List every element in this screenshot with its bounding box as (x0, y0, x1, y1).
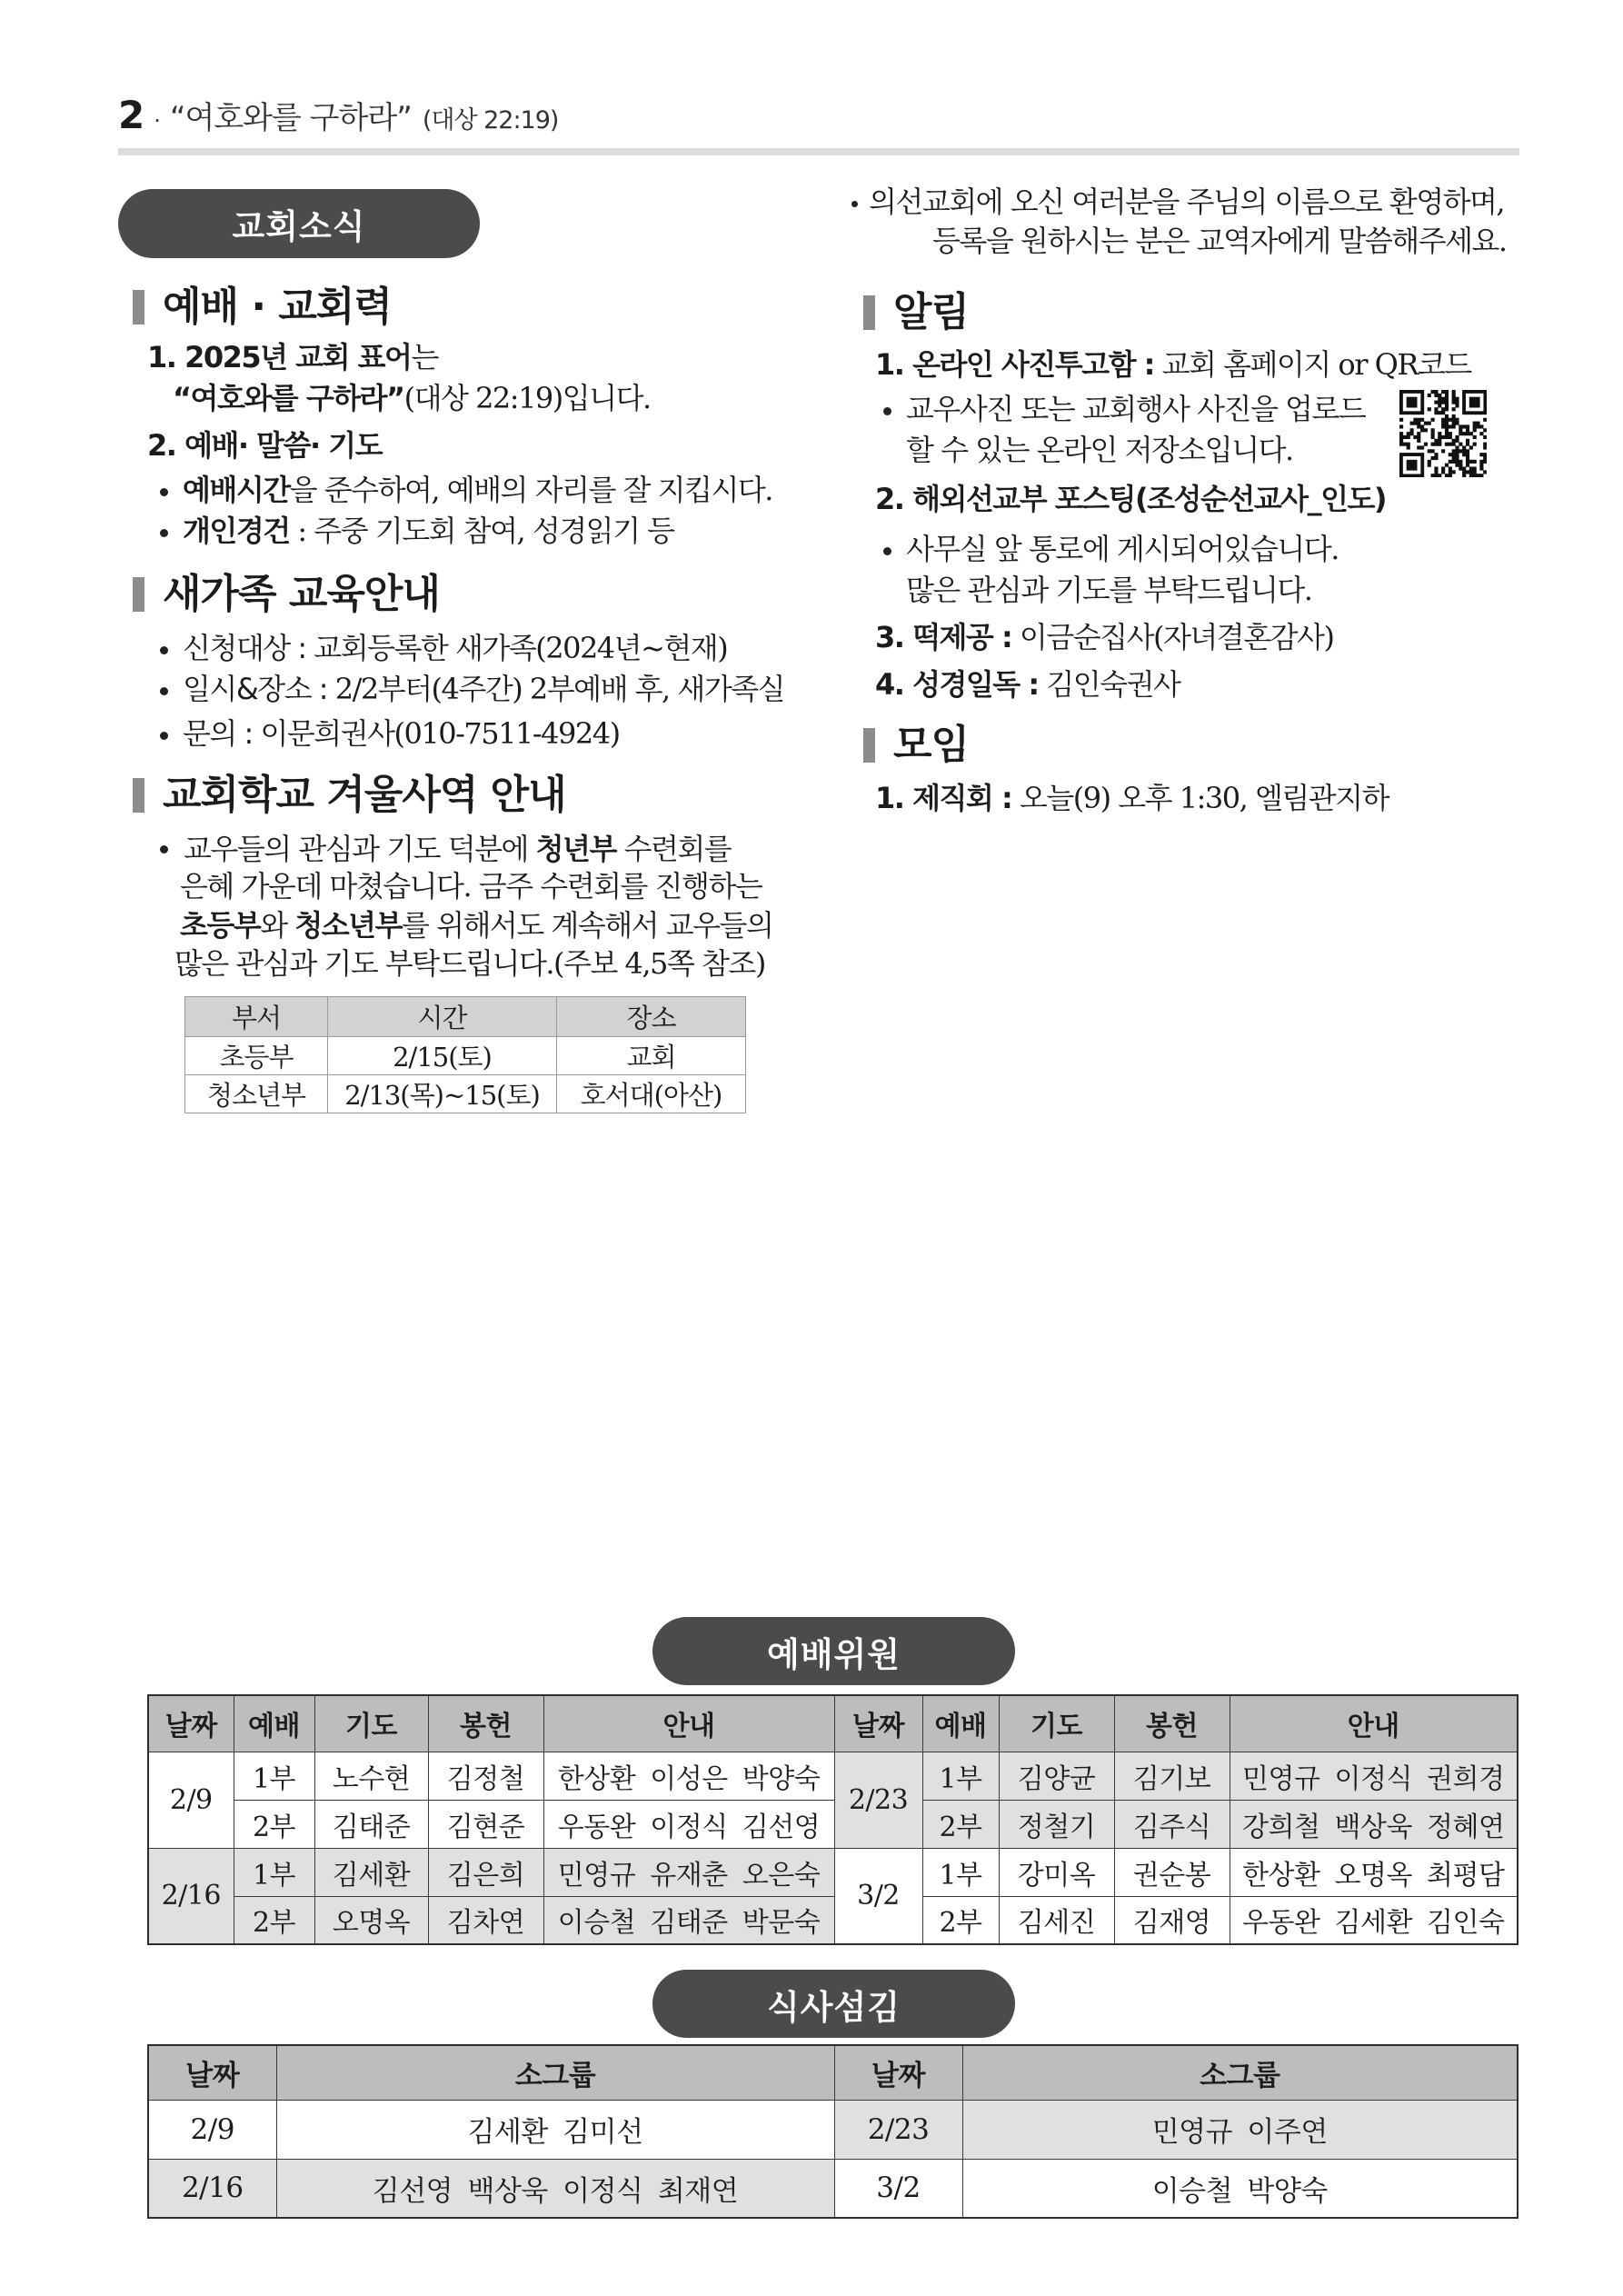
new-family-bullet (160, 628, 727, 668)
header-reference: (대상 22:19) (422, 106, 559, 135)
col-header-service: 예배 (234, 1695, 314, 1752)
welcome-text: 의선교회에 오신 여러분을 주님의 이름으로 환영하며, (869, 185, 1505, 219)
cell-date: 2/23 (834, 2100, 962, 2159)
paragraph-text: 많은 관심과 기도 부탁드립니다.(주보 4,5쪽 참조) (174, 946, 765, 981)
cell-service: 2부 (234, 1896, 314, 1944)
bullet-bold: 개인경건 (183, 514, 290, 548)
notice-value: 김인숙권사 (1038, 667, 1180, 702)
heading-bar-icon (863, 728, 875, 763)
welcome-text: 등록을 원하시는 분은 교역자에게 말씀해주세요. (932, 224, 1507, 258)
notice-value: 교회 홈페이지 or QR코드 (1153, 347, 1471, 382)
qr-code-icon[interactable] (1399, 390, 1487, 477)
meeting-value: 오늘(9) 오후 1:30, 엘림관지하 (1011, 781, 1389, 815)
header-title: “여호와를 구하라” (169, 100, 412, 136)
notice-label: 4. 성경일독 : (875, 667, 1039, 702)
page-header (118, 89, 558, 142)
bullet-icon (883, 547, 891, 555)
col-header-date: 날짜 (834, 1695, 922, 1752)
paragraph-text: 은혜 가운데 마쳤습니다. 금주 수련회를 진행하는 (180, 869, 762, 903)
worship-committee-table (147, 1694, 1518, 1945)
worship-bullet (160, 470, 772, 510)
bullet-label: 신청대상 : (183, 631, 306, 665)
paragraph-bold: 청소년부 (294, 908, 402, 943)
cell-place: 호서대(아산) (557, 1075, 746, 1113)
motto-quote: “여호와를 구하라” (173, 381, 404, 415)
heading-bar-icon (863, 295, 875, 330)
table-row (148, 1752, 1518, 1800)
bullet-value: 2/2부터(4주간) 2부예배 후, 새가족실 (327, 672, 785, 706)
bullet-icon (160, 732, 168, 740)
notice-line (906, 570, 1311, 610)
heading-bar-icon (133, 577, 144, 612)
col-header-offering: 봉헌 (1114, 1695, 1230, 1752)
cell-ushers: 한상환 이성은 박양숙 (543, 1752, 834, 1800)
col-header-date: 날짜 (148, 2045, 276, 2100)
cell-place: 교회 (557, 1037, 746, 1075)
notice-item-1 (875, 344, 1471, 384)
table-header-row (148, 2045, 1518, 2100)
cell-prayer: 김세환 (314, 1848, 428, 1896)
table-row (148, 2159, 1518, 2218)
cell-ushers: 민영규 이정식 권희경 (1230, 1752, 1518, 1800)
worship-bullet (160, 511, 674, 551)
col-header-prayer: 기도 (314, 1695, 428, 1752)
bullet-icon (160, 488, 168, 496)
new-family-bullet (160, 669, 784, 709)
worship-item-2: 2. 예배· 말씀· 기도 (147, 428, 383, 463)
table-row (185, 1037, 746, 1075)
church-school-schedule-table (184, 996, 746, 1113)
cell-date: 3/2 (834, 2159, 962, 2218)
bullet-icon (160, 529, 168, 537)
cell-ushers: 우동완 이정식 김선영 (543, 1800, 834, 1848)
paragraph-text: 수련회를 (615, 832, 732, 866)
motto-line (147, 337, 438, 377)
paragraph-text: 교우들의 관심과 기도 덕분에 (184, 832, 536, 866)
bullet-text: : 주중 기도회 참여, 성경읽기 등 (289, 514, 674, 548)
col-header-ushers: 안내 (543, 1695, 834, 1752)
paragraph-bold: 청년부 (535, 832, 616, 866)
section-heading-meetings (863, 720, 969, 771)
bullet-bold: 예배시간 (183, 473, 290, 507)
notice-item-3 (875, 617, 1333, 657)
cell-date: 2/16 (148, 2159, 276, 2218)
motto-quote-line (173, 378, 651, 418)
table-row (148, 1896, 1518, 1944)
notice-text: 교우사진 또는 교회행사 사진을 업로드 (906, 392, 1366, 426)
col-header-place: 장소 (557, 997, 746, 1037)
section-heading-worship-calendar (133, 282, 392, 333)
cell-prayer: 노수현 (314, 1752, 428, 1800)
heading-text: 교회학교 겨울사역 안내 (163, 772, 566, 818)
welcome-line (851, 182, 1504, 222)
page-number: 2 (118, 93, 145, 137)
cell-service: 1부 (922, 1848, 999, 1896)
cell-ushers: 강희철 백상욱 정혜연 (1230, 1800, 1518, 1848)
cell-offering: 권순봉 (1114, 1848, 1230, 1896)
cell-prayer: 오명옥 (314, 1896, 428, 1944)
bullet-icon (160, 646, 168, 654)
cell-service: 2부 (234, 1800, 314, 1848)
cell-small-group: 이승철 박양숙 (962, 2159, 1518, 2218)
heading-text: 모임 (893, 722, 970, 768)
section-heading-church-school (133, 770, 566, 821)
col-header-service: 예배 (922, 1695, 999, 1752)
col-header-ushers: 안내 (1230, 1695, 1518, 1752)
notice-bullet (883, 389, 1365, 429)
header-rule (118, 148, 1519, 155)
cell-small-group: 김세환 김미선 (276, 2100, 834, 2159)
table-row (148, 1800, 1518, 1848)
paragraph-text: 와 (260, 908, 295, 943)
church-school-paragraph-line (174, 944, 765, 983)
cell-date: 2/23 (834, 1752, 922, 1848)
bullet-text: 을 준수하여, 예배의 자리를 잘 지킵시다. (289, 473, 772, 507)
col-header-time: 시간 (328, 997, 557, 1037)
church-school-paragraph-line (180, 906, 772, 944)
notice-label: 3. 떡제공 : (875, 620, 1012, 654)
motto-label-suffix: 는 (411, 340, 438, 374)
motto-label: 1. 2025년 교회 표어 (147, 340, 412, 374)
notice-label: 1. 온라인 사진투고함 : (875, 347, 1154, 382)
table-row (185, 1075, 746, 1113)
table-row (148, 2100, 1518, 2159)
bullet-icon (851, 201, 858, 207)
cell-ushers: 이승철 김태준 박문숙 (543, 1896, 834, 1944)
cell-small-group: 민영규 이주연 (962, 2100, 1518, 2159)
new-family-bullet (160, 714, 620, 754)
paragraph-text: 를 위해서도 계속해서 교우들의 (402, 908, 773, 943)
cell-prayer: 정철기 (999, 1800, 1114, 1848)
cell-service: 1부 (234, 1848, 314, 1896)
paragraph-bold: 초등부 (180, 908, 261, 943)
notice-bullet (883, 529, 1339, 569)
meeting-label: 1. 제직회 : (875, 781, 1012, 815)
col-header-prayer: 기도 (999, 1695, 1114, 1752)
bullet-icon (883, 407, 891, 415)
table-header-row (148, 1695, 1518, 1752)
cell-time: 2/13(목)~15(토) (328, 1075, 557, 1113)
cell-service: 2부 (922, 1800, 999, 1848)
cell-prayer: 김태준 (314, 1800, 428, 1848)
notice-text: 할 수 있는 온라인 저장소입니다. (906, 433, 1293, 467)
header-separator: · (154, 108, 161, 134)
col-header-small-group: 소그룹 (962, 2045, 1518, 2100)
cell-service: 1부 (922, 1752, 999, 1800)
col-header-offering: 봉헌 (428, 1695, 543, 1752)
table-header-row (185, 997, 746, 1037)
church-school-paragraph-line (184, 830, 731, 868)
cell-small-group: 김선영 백상욱 이정식 최재연 (276, 2159, 834, 2218)
cell-service: 2부 (922, 1896, 999, 1944)
table-row (148, 1848, 1518, 1896)
pill-label: 예배위원 (767, 1634, 901, 1674)
heading-text: 예배 · 교회력 (163, 284, 392, 330)
heading-text: 새가족 교육안내 (163, 571, 440, 617)
cell-offering: 김차연 (428, 1896, 543, 1944)
cell-prayer: 강미옥 (999, 1848, 1114, 1896)
section-pill-church-news (118, 189, 480, 258)
col-header-date: 날짜 (834, 2045, 962, 2100)
notice-value: 이금순집사(자녀결혼감사) (1011, 620, 1334, 654)
cell-date: 2/9 (148, 1752, 234, 1848)
col-header-date: 날짜 (148, 1695, 234, 1752)
bullet-value: 이문희권사(010-7511-4924) (252, 716, 620, 751)
heading-text: 알림 (893, 289, 970, 335)
col-header-small-group: 소그룹 (276, 2045, 834, 2100)
cell-offering: 김은희 (428, 1848, 543, 1896)
section-pill-meal-service (652, 1970, 1015, 2038)
cell-offering: 김정철 (428, 1752, 543, 1800)
bullet-icon (160, 845, 168, 854)
cell-date: 2/9 (148, 2100, 276, 2159)
bullet-value: 교회등록한 새가족(2024년~현재) (305, 631, 728, 665)
notice-text: 사무실 앞 통로에 게시되어있습니다. (906, 532, 1339, 566)
pill-label: 교회소식 (232, 207, 366, 246)
meal-service-table (147, 2044, 1518, 2219)
cell-prayer: 김세진 (999, 1896, 1114, 1944)
bullet-icon (160, 687, 168, 695)
cell-offering: 김재영 (1114, 1896, 1230, 1944)
cell-ushers: 우동완 김세환 김인숙 (1230, 1896, 1518, 1944)
cell-date: 3/2 (834, 1848, 922, 1944)
section-pill-worship-committee (652, 1617, 1015, 1685)
pill-label: 식사섬김 (767, 1987, 901, 2027)
motto-reference: (대상 22:19)입니다. (403, 381, 651, 415)
cell-offering: 김주식 (1114, 1800, 1230, 1848)
notice-item-4 (875, 664, 1180, 704)
col-header-department: 부서 (185, 997, 328, 1037)
heading-bar-icon (133, 290, 144, 324)
cell-offering: 김기보 (1114, 1752, 1230, 1800)
notice-item-2: 2. 해외선교부 포스팅(조성순선교사_인도) (875, 482, 1387, 516)
section-heading-notices (863, 287, 969, 338)
welcome-line (932, 221, 1507, 261)
meeting-item-1 (875, 778, 1389, 818)
cell-time: 2/15(토) (328, 1037, 557, 1075)
cell-ushers: 한상환 오명옥 최평담 (1230, 1848, 1518, 1896)
bullet-label: 일시&장소 : (183, 672, 328, 706)
cell-department: 청소년부 (185, 1075, 328, 1113)
bullet-label: 문의 : (183, 716, 253, 751)
cell-offering: 김현준 (428, 1800, 543, 1848)
heading-bar-icon (133, 778, 144, 813)
cell-prayer: 김양균 (999, 1752, 1114, 1800)
cell-ushers: 민영규 유재춘 오은숙 (543, 1848, 834, 1896)
cell-date: 2/16 (148, 1848, 234, 1944)
notice-text: 많은 관심과 기도를 부탁드립니다. (906, 573, 1312, 607)
church-school-paragraph-line (180, 867, 762, 905)
notice-line (906, 430, 1293, 470)
cell-service: 1부 (234, 1752, 314, 1800)
cell-department: 초등부 (185, 1037, 328, 1075)
section-heading-new-family (133, 569, 440, 620)
